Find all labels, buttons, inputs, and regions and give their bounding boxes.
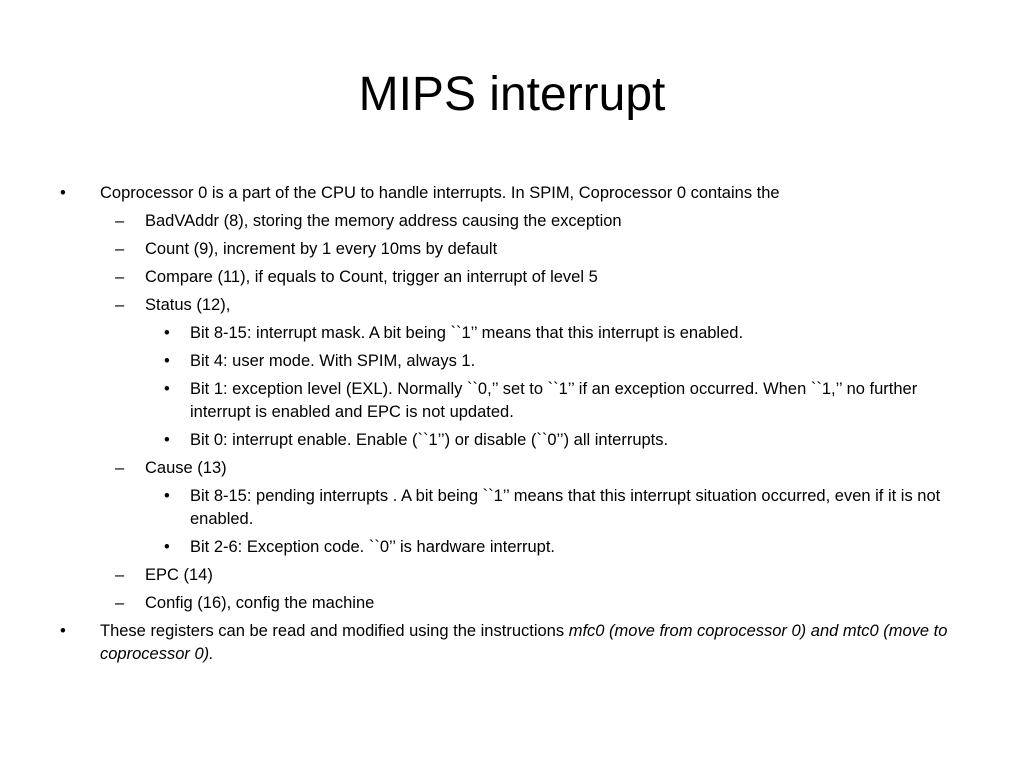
sub-bullet-item <box>56 210 956 233</box>
bullet-text: EPC (14) <box>145 566 213 584</box>
bullet-marker: • <box>164 487 170 505</box>
sub-sub-bullet-item <box>56 485 956 531</box>
dash-marker: – <box>115 268 125 286</box>
bullet-text: Bit 2-6: Exception code. ``0’’ is hardware interrupt. <box>190 538 556 556</box>
sub-bullet-item <box>56 457 956 480</box>
sub-sub-bullet-item <box>56 350 956 373</box>
bullet-text: Count (9), increment by 1 every 10ms by default <box>145 240 498 258</box>
sub-sub-bullet-item <box>56 322 956 345</box>
dash-marker: – <box>115 240 125 258</box>
bullet-text: Bit 0: interrupt enable. Enable (``1’’) or disable (``0’’) all interrupts. <box>190 431 669 449</box>
sub-sub-bullet-item <box>56 536 956 559</box>
bullet-marker: • <box>164 324 170 342</box>
bullet-marker: • <box>164 380 170 398</box>
dash-marker: – <box>115 459 125 477</box>
bullet-text: Bit 8-15: interrupt mask. A bit being ``1’’ means that this interrupt is enabled. <box>190 324 744 342</box>
sub-bullet-item <box>56 266 956 289</box>
bullet-text: Status (12), <box>145 296 231 314</box>
dash-marker: – <box>115 212 125 230</box>
sub-sub-bullet-item <box>56 378 956 424</box>
sub-bullet-item <box>56 238 956 261</box>
bullet-list <box>56 182 956 671</box>
bullet-text: Bit 4: user mode. With SPIM, always 1. <box>190 352 476 370</box>
sub-sub-bullet-item <box>56 429 956 452</box>
bullet-text: Bit 8-15: pending interrupts . A bit being ``1’’ means that this interrupt situation occurred, even if it is not enabled. <box>190 487 941 528</box>
bullet-item <box>56 620 956 666</box>
bullet-text: BadVAddr (8), storing the memory address causing the exception <box>145 212 622 230</box>
bullet-text: Cause (13) <box>145 459 227 477</box>
bullet-item <box>56 182 956 205</box>
bullet-marker: • <box>60 622 66 640</box>
sub-bullet-item <box>56 294 956 317</box>
sub-bullet-item <box>56 564 956 587</box>
bullet-text: Config (16), config the machine <box>145 594 375 612</box>
dash-marker: – <box>115 296 125 314</box>
bullet-text: Bit 1: exception level (EXL). Normally ``0,’’ set to ``1’’ if an exception occurred. When ``1,’’ no further interrupt is enabled and EPC is not updated. <box>190 380 918 421</box>
bullet-marker: • <box>164 431 170 449</box>
bullet-marker: • <box>60 184 66 202</box>
bullet-text: These registers can be read and modified using the instructions <box>100 622 565 640</box>
bullet-text: Compare (11), if equals to Count, trigger an interrupt of level 5 <box>145 268 598 286</box>
bullet-marker: • <box>164 352 170 370</box>
sub-bullet-item <box>56 592 956 615</box>
dash-marker: – <box>115 566 125 584</box>
slide-title: MIPS interrupt <box>358 68 666 121</box>
dash-marker: – <box>115 594 125 612</box>
instruction-names: mfc0 (move from coprocessor 0) and mtc0 (move to coprocessor 0). <box>100 622 948 663</box>
bullet-marker: • <box>164 538 170 556</box>
bullet-text: Coprocessor 0 is a part of the CPU to handle interrupts. In SPIM, Coprocessor 0 contains the <box>100 184 780 202</box>
